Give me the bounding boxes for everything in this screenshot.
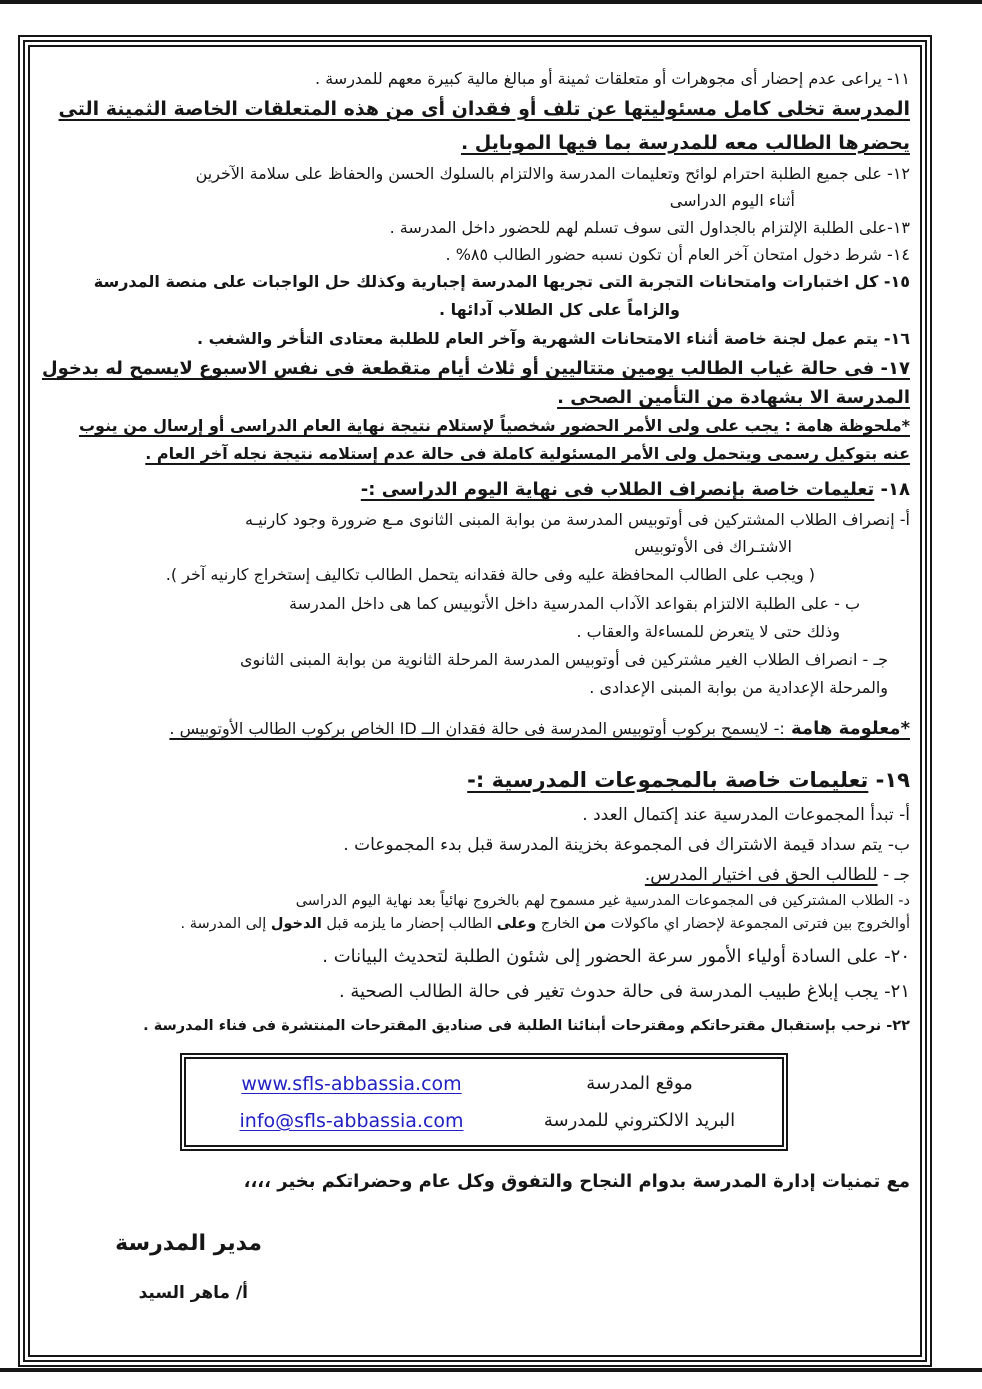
important-note-line-1: *ملحوظة هامة : يجب على ولى الأمر الحضور شخصياً لإستلام نتيجة نهاية العام الدراسى أو إرسال من ينوب	[78, 416, 910, 435]
item-19-sub-d-line-2	[42, 913, 910, 936]
item-19-sub-c-text: للطالب الحق فى اختيار المدرس.	[644, 865, 878, 885]
principal-name: أ/ ماهر السيد	[138, 1283, 248, 1303]
bus-id-info-label: *معلومة هامة	[784, 718, 910, 739]
page-top-border	[0, 0, 982, 4]
website-link[interactable]: www.sfls-abbassia.com	[241, 1072, 462, 1095]
page-bottom-border	[0, 1368, 982, 1372]
valuables-warning-line-1: المدرسة تخلى كامل مسئوليتها عن تلف أو فقدان أى من هذه المتعلقات الخاصة الثمينة التى	[58, 98, 910, 120]
item-19-sub-a: أ- تبدأ المجموعات المدرسية عند إكتمال العدد .	[582, 805, 910, 825]
item-19-sub-d-bold-word: وعلى	[496, 916, 537, 932]
rule-item-15-line-2: والزاماً على كل الطلاب آدائها .	[438, 300, 680, 319]
item-18-sub-c-line-1: جـ - انصراف الطلاب الغير مشتركين فى أوتوبيس المدرسة المرحلة الثانوية من بوابة المبنى الثانوى	[239, 650, 888, 669]
rule-item-11: ١١- يراعى عدم إحضار أى مجوهرات أو متعلقات ثمينة أو مبالغ مالية كبيرة معهم للمدرسة .	[315, 69, 910, 88]
email-label: البريد الالكتروني للمدرسة	[543, 1110, 736, 1131]
rule-item-17-line-2: المدرسة الا بشهادة من التأمين الصحى .	[557, 387, 910, 408]
rule-item-19-number: ١٩-	[868, 768, 910, 792]
rule-item-19-heading	[42, 760, 910, 800]
item-19-sub-c	[42, 860, 910, 890]
email-link[interactable]: info@sfls-abbassia.com	[239, 1109, 464, 1132]
website-row	[196, 1065, 772, 1102]
item-19-sub-d-bold-word: من	[584, 916, 607, 932]
closing-wishes: مع تمنيات إدارة المدرسة بدوام النجاح والتفوق وكل عام وحضراتكم بخير ،،،،	[243, 1171, 910, 1192]
rule-item-19-title: تعليمات خاصة بالمجموعات المدرسية :-	[467, 768, 869, 792]
important-note-line-2: عنه بتوكيل رسمى ويتحمل ولى الأمر المسئولية كاملة فى حالة عدم إستلامه نتيجة نجله آخر العام .	[145, 444, 910, 463]
rule-item-12-line-2: أثناء اليوم الدراسى	[669, 191, 795, 210]
rule-item-17-line-1: ١٧- فى حالة غياب الطالب يومين متتاليين أو ثلاث أيام متقطعة فى نفس الاسبوع لايسمح له بدخول	[41, 358, 910, 379]
rule-item-18-number: ١٨-	[874, 479, 910, 500]
bus-id-info-text: :- لايسمح بركوب أوتوبيس المدرسة فى حالة فقدان الــ ID الخاص بركوب الطالب الأوتوبيس .	[169, 719, 785, 738]
item-18-sub-c-line-2: والمرحلة الإعدادية من بوابة المبنى الإعدادى .	[589, 678, 888, 697]
item-19-sub-c-prefix: جـ -	[877, 865, 910, 885]
website-label: موقع المدرسة	[586, 1073, 693, 1094]
item-18-sub-a-line-1: أ- إنصراف الطلاب المشتركين فى أوتوبيس المدرسة من بوابة المبنى الثانوى مـع ضرورة وجود كارنيـه	[244, 510, 910, 529]
item-19-sub-d-segment: الطالب إحضار ما يلزمه قبل	[321, 916, 497, 932]
rule-item-12-line-1: ١٢- على جميع الطلبة احترام لوائح وتعليمات المدرسة والالتزام بالسلوك الحسن والحفاظ على سلامة الآخرين	[195, 164, 910, 183]
rule-item-18-heading	[42, 474, 910, 506]
bus-id-info	[42, 712, 910, 746]
rule-item-15-line-1: ١٥- كل اختبارات وامتحانات التجربة التى تجريها المدرسة إجبارية وكذلك حل الواجبات على منصة المدرسة	[93, 272, 910, 291]
rule-item-13: ١٣-على الطلبة الإلتزام بالجداول التى سوف تسلم لهم للحضور داخل المدرسة .	[389, 218, 910, 237]
contact-box	[184, 1057, 784, 1147]
item-18-sub-b-line-1: ب - على الطلبة الالتزام بقواعد الآداب المدرسية داخل الأتوبيس كما هى داخل المدرسة	[289, 594, 860, 613]
rule-item-18-title: تعليمات خاصة بإنصراف الطلاب فى نهاية اليوم الدراسى :-	[360, 479, 875, 500]
rule-item-14: ١٤- شرط دخول امتحان آخر العام أن تكون نسبه حضور الطالب ٨٥% .	[445, 245, 910, 264]
principal-title: مدير المدرسة	[115, 1231, 262, 1256]
document-frame	[28, 45, 922, 1357]
rule-item-16: ١٦- يتم عمل لجنة خاصة أثناء الامتحانات الشهرية وآخر العام للطلبة معتادى التأخر والشغب .	[196, 329, 910, 348]
email-row	[196, 1102, 772, 1139]
item-19-sub-b: ب- يتم سداد قيمة الاشتراك فى المجموعة بخزينة المدرسة قبل بدء المجموعات .	[343, 835, 910, 855]
item-19-sub-d-segment: إلى المدرسة .	[180, 916, 271, 932]
item-18-sub-b-line-2: وذلك حتى لا يتعرض للمساءلة والعقاب .	[576, 622, 840, 641]
item-18-sub-a-line-2: الاشتـراك فى الأوتوبيس	[634, 537, 792, 556]
valuables-warning-line-2: يحضرها الطالب معه للمدرسة بما فيها الموبايل .	[460, 132, 910, 154]
item-19-sub-d-segment: الخارج	[536, 916, 585, 932]
rule-item-20: ٢٠- على السادة أولياء الأمور سرعة الحضور إلى شئون الطلبة لتحديث البيانات .	[322, 946, 910, 967]
item-19-sub-d-segment: أوالخروج بين فترتى المجموعة لإحضار اي ماكولات	[606, 916, 910, 932]
item-19-sub-d-line-1: د- الطلاب المشتركين فى المجموعات المدرسية غير مسموح لهم بالخروج نهائياً بعد نهاية اليوم الدراسى	[295, 893, 910, 909]
item-19-sub-d-bold-word: الدخول	[270, 916, 322, 932]
rule-item-21: ٢١- يجب إبلاغ طبيب المدرسة فى حالة حدوث تغير فى حالة الطالب الصحية .	[338, 981, 910, 1002]
rule-item-22: ٢٢- نرحب بإستقبال مقترحاتكم ومقترحات أبنائنا الطلبة فى صناديق المقترحات المنتشرة فى فناء المدرسة .	[143, 1018, 910, 1034]
item-18-sub-a-note: ( ويجب على الطالب المحافظة عليه وفى حالة فقدانه يتحمل الطالب تكاليف إستخراج كارنيه آخر ).	[165, 565, 815, 584]
